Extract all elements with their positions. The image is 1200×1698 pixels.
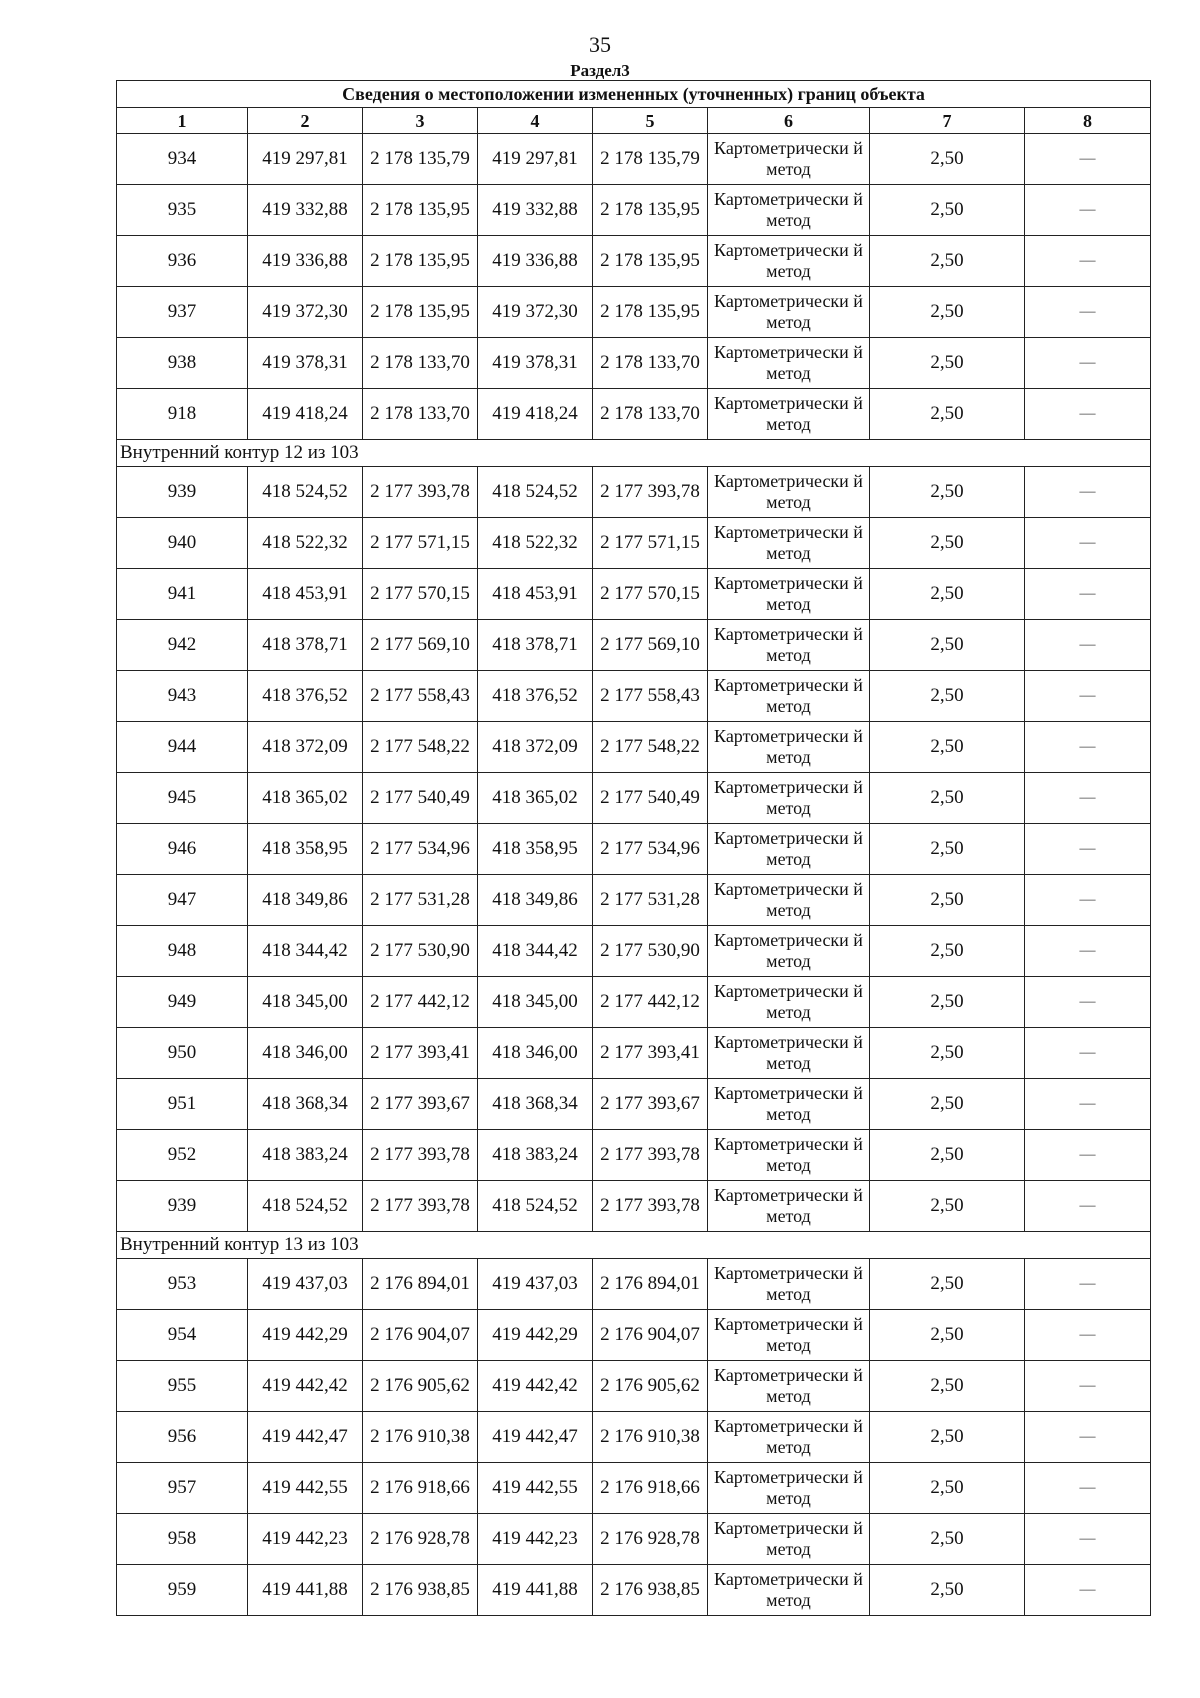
x-coordinate-cell: 418 376,52 [478, 671, 593, 722]
table-row [117, 134, 1151, 185]
y-coordinate-cell: 2 177 393,78 [593, 1181, 708, 1232]
point-number-cell: 949 [117, 977, 248, 1028]
y-coordinate-cell: 2 178 133,70 [363, 389, 478, 440]
table-row [117, 1412, 1151, 1463]
x-coordinate-cell: 419 441,88 [478, 1565, 593, 1616]
column-number: 5 [593, 108, 708, 134]
accuracy-cell: 2,50 [870, 1259, 1025, 1310]
note-cell: — [1025, 1361, 1151, 1412]
section-title: Раздел3 [570, 61, 630, 80]
point-number-cell: 939 [117, 1181, 248, 1232]
note-cell: — [1025, 338, 1151, 389]
table-row [117, 1079, 1151, 1130]
x-coordinate-cell: 418 344,42 [478, 926, 593, 977]
table-row [117, 1514, 1151, 1565]
table-row [117, 467, 1151, 518]
method-cell: Картометрически й метод [708, 620, 870, 671]
x-coordinate-cell: 418 524,52 [248, 467, 363, 518]
method-cell: Картометрически й метод [708, 287, 870, 338]
method-cell: Картометрически й метод [708, 1181, 870, 1232]
y-coordinate-cell: 2 178 135,95 [593, 185, 708, 236]
y-coordinate-cell: 2 177 569,10 [363, 620, 478, 671]
point-number-cell: 953 [117, 1259, 248, 1310]
y-coordinate-cell: 2 177 540,49 [363, 773, 478, 824]
table-body [117, 81, 1151, 1616]
accuracy-cell: 2,50 [870, 1514, 1025, 1565]
column-number: 2 [248, 108, 363, 134]
method-cell: Картометрически й метод [708, 1361, 870, 1412]
accuracy-cell: 2,50 [870, 569, 1025, 620]
x-coordinate-cell: 419 442,29 [248, 1310, 363, 1361]
point-number-cell: 947 [117, 875, 248, 926]
contour-heading-row [117, 440, 1151, 467]
x-coordinate-cell: 419 372,30 [248, 287, 363, 338]
y-coordinate-cell: 2 176 928,78 [593, 1514, 708, 1565]
x-coordinate-cell: 419 418,24 [478, 389, 593, 440]
x-coordinate-cell: 418 378,71 [478, 620, 593, 671]
point-number-cell: 934 [117, 134, 248, 185]
x-coordinate-cell: 419 442,29 [478, 1310, 593, 1361]
method-cell: Картометрически й метод [708, 824, 870, 875]
point-number-cell: 918 [117, 389, 248, 440]
table-row [117, 236, 1151, 287]
method-cell: Картометрически й метод [708, 569, 870, 620]
point-number-cell: 939 [117, 467, 248, 518]
method-cell: Картометрически й метод [708, 134, 870, 185]
column-number: 8 [1025, 108, 1151, 134]
note-cell: — [1025, 1259, 1151, 1310]
y-coordinate-cell: 2 177 393,67 [593, 1079, 708, 1130]
method-cell: Картометрически й метод [708, 1565, 870, 1616]
column-number: 1 [117, 108, 248, 134]
note-cell: — [1025, 134, 1151, 185]
method-cell: Картометрически й метод [708, 467, 870, 518]
y-coordinate-cell: 2 178 135,79 [593, 134, 708, 185]
table-row [117, 1361, 1151, 1412]
y-coordinate-cell: 2 178 133,70 [363, 338, 478, 389]
accuracy-cell: 2,50 [870, 236, 1025, 287]
accuracy-cell: 2,50 [870, 1361, 1025, 1412]
x-coordinate-cell: 418 524,52 [478, 1181, 593, 1232]
point-number-cell: 948 [117, 926, 248, 977]
x-coordinate-cell: 418 344,42 [248, 926, 363, 977]
accuracy-cell: 2,50 [870, 1463, 1025, 1514]
y-coordinate-cell: 2 178 135,95 [363, 236, 478, 287]
accuracy-cell: 2,50 [870, 134, 1025, 185]
table-row [117, 1310, 1151, 1361]
y-coordinate-cell: 2 176 938,85 [363, 1565, 478, 1616]
point-number-cell: 936 [117, 236, 248, 287]
table-row [117, 875, 1151, 926]
point-number-cell: 952 [117, 1130, 248, 1181]
point-number-cell: 938 [117, 338, 248, 389]
x-coordinate-cell: 419 437,03 [248, 1259, 363, 1310]
note-cell: — [1025, 1463, 1151, 1514]
x-coordinate-cell: 419 336,88 [248, 236, 363, 287]
note-cell: — [1025, 287, 1151, 338]
y-coordinate-cell: 2 177 558,43 [363, 671, 478, 722]
x-coordinate-cell: 419 442,47 [248, 1412, 363, 1463]
x-coordinate-cell: 419 332,88 [248, 185, 363, 236]
note-cell: — [1025, 569, 1151, 620]
y-coordinate-cell: 2 178 135,95 [593, 287, 708, 338]
x-coordinate-cell: 418 365,02 [478, 773, 593, 824]
table-row [117, 389, 1151, 440]
y-coordinate-cell: 2 178 135,95 [593, 236, 708, 287]
y-coordinate-cell: 2 178 135,95 [363, 287, 478, 338]
accuracy-cell: 2,50 [870, 1565, 1025, 1616]
x-coordinate-cell: 419 297,81 [478, 134, 593, 185]
note-cell: — [1025, 824, 1151, 875]
accuracy-cell: 2,50 [870, 1028, 1025, 1079]
y-coordinate-cell: 2 177 531,28 [593, 875, 708, 926]
table-row [117, 338, 1151, 389]
table-row [117, 518, 1151, 569]
point-number-cell: 955 [117, 1361, 248, 1412]
y-coordinate-cell: 2 176 928,78 [363, 1514, 478, 1565]
table-row [117, 620, 1151, 671]
accuracy-cell: 2,50 [870, 338, 1025, 389]
method-cell: Картометрически й метод [708, 338, 870, 389]
y-coordinate-cell: 2 177 393,78 [363, 467, 478, 518]
x-coordinate-cell: 418 522,32 [478, 518, 593, 569]
y-coordinate-cell: 2 178 135,95 [363, 185, 478, 236]
y-coordinate-cell: 2 177 558,43 [593, 671, 708, 722]
accuracy-cell: 2,50 [870, 287, 1025, 338]
page-number: 35 [589, 32, 611, 57]
x-coordinate-cell: 418 453,91 [248, 569, 363, 620]
y-coordinate-cell: 2 177 571,15 [593, 518, 708, 569]
x-coordinate-cell: 419 442,55 [478, 1463, 593, 1514]
x-coordinate-cell: 419 297,81 [248, 134, 363, 185]
table-row [117, 1181, 1151, 1232]
accuracy-cell: 2,50 [870, 185, 1025, 236]
point-number-cell: 935 [117, 185, 248, 236]
y-coordinate-cell: 2 177 540,49 [593, 773, 708, 824]
method-cell: Картометрически й метод [708, 1028, 870, 1079]
accuracy-cell: 2,50 [870, 1412, 1025, 1463]
note-cell: — [1025, 773, 1151, 824]
point-number-cell: 950 [117, 1028, 248, 1079]
point-number-cell: 937 [117, 287, 248, 338]
method-cell: Картометрически й метод [708, 671, 870, 722]
table-row [117, 977, 1151, 1028]
point-number-cell: 957 [117, 1463, 248, 1514]
table-row [117, 671, 1151, 722]
method-cell: Картометрически й метод [708, 977, 870, 1028]
y-coordinate-cell: 2 177 530,90 [593, 926, 708, 977]
point-number-cell: 943 [117, 671, 248, 722]
y-coordinate-cell: 2 178 133,70 [593, 338, 708, 389]
point-number-cell: 959 [117, 1565, 248, 1616]
y-coordinate-cell: 2 176 910,38 [593, 1412, 708, 1463]
column-number: 6 [708, 108, 870, 134]
method-cell: Картометрически й метод [708, 773, 870, 824]
table-caption: Сведения о местоположении измененных (уточненных) границ объекта [117, 81, 1151, 108]
table-row [117, 1259, 1151, 1310]
x-coordinate-cell: 418 345,00 [248, 977, 363, 1028]
x-coordinate-cell: 418 368,34 [248, 1079, 363, 1130]
y-coordinate-cell: 2 177 548,22 [593, 722, 708, 773]
table-row [117, 185, 1151, 236]
point-number-cell: 941 [117, 569, 248, 620]
y-coordinate-cell: 2 176 905,62 [593, 1361, 708, 1412]
note-cell: — [1025, 467, 1151, 518]
table-row [117, 569, 1151, 620]
accuracy-cell: 2,50 [870, 1079, 1025, 1130]
point-number-cell: 942 [117, 620, 248, 671]
point-number-cell: 951 [117, 1079, 248, 1130]
x-coordinate-cell: 418 378,71 [248, 620, 363, 671]
x-coordinate-cell: 419 442,23 [478, 1514, 593, 1565]
point-number-cell: 944 [117, 722, 248, 773]
x-coordinate-cell: 419 442,23 [248, 1514, 363, 1565]
x-coordinate-cell: 418 345,00 [478, 977, 593, 1028]
note-cell: — [1025, 389, 1151, 440]
y-coordinate-cell: 2 176 918,66 [363, 1463, 478, 1514]
method-cell: Картометрически й метод [708, 389, 870, 440]
method-cell: Картометрически й метод [708, 185, 870, 236]
table-row [117, 287, 1151, 338]
method-cell: Картометрически й метод [708, 236, 870, 287]
point-number-cell: 946 [117, 824, 248, 875]
y-coordinate-cell: 2 177 393,41 [363, 1028, 478, 1079]
method-cell: Картометрически й метод [708, 875, 870, 926]
note-cell: — [1025, 977, 1151, 1028]
y-coordinate-cell: 2 177 570,15 [363, 569, 478, 620]
point-number-cell: 945 [117, 773, 248, 824]
column-number: 3 [363, 108, 478, 134]
y-coordinate-cell: 2 177 393,78 [593, 1130, 708, 1181]
x-coordinate-cell: 418 358,95 [248, 824, 363, 875]
note-cell: — [1025, 1028, 1151, 1079]
note-cell: — [1025, 1514, 1151, 1565]
x-coordinate-cell: 418 346,00 [478, 1028, 593, 1079]
method-cell: Картометрически й метод [708, 518, 870, 569]
table-row [117, 722, 1151, 773]
y-coordinate-cell: 2 177 534,96 [363, 824, 478, 875]
x-coordinate-cell: 418 368,34 [478, 1079, 593, 1130]
accuracy-cell: 2,50 [870, 467, 1025, 518]
x-coordinate-cell: 418 376,52 [248, 671, 363, 722]
method-cell: Картометрически й метод [708, 1130, 870, 1181]
y-coordinate-cell: 2 177 569,10 [593, 620, 708, 671]
x-coordinate-cell: 418 346,00 [248, 1028, 363, 1079]
note-cell: — [1025, 185, 1151, 236]
x-coordinate-cell: 418 349,86 [248, 875, 363, 926]
y-coordinate-cell: 2 177 393,78 [593, 467, 708, 518]
contour-heading-row [117, 1232, 1151, 1259]
y-coordinate-cell: 2 176 938,85 [593, 1565, 708, 1616]
x-coordinate-cell: 418 372,09 [248, 722, 363, 773]
x-coordinate-cell: 418 349,86 [478, 875, 593, 926]
x-coordinate-cell: 419 441,88 [248, 1565, 363, 1616]
table-row [117, 1565, 1151, 1616]
y-coordinate-cell: 2 176 918,66 [593, 1463, 708, 1514]
method-cell: Картометрически й метод [708, 1079, 870, 1130]
accuracy-cell: 2,50 [870, 977, 1025, 1028]
x-coordinate-cell: 418 524,52 [248, 1181, 363, 1232]
x-coordinate-cell: 419 372,30 [478, 287, 593, 338]
note-cell: — [1025, 1079, 1151, 1130]
y-coordinate-cell: 2 177 393,78 [363, 1181, 478, 1232]
table-row [117, 824, 1151, 875]
method-cell: Картометрически й метод [708, 1259, 870, 1310]
x-coordinate-cell: 418 453,91 [478, 569, 593, 620]
y-coordinate-cell: 2 177 393,41 [593, 1028, 708, 1079]
column-number-row [117, 108, 1151, 134]
y-coordinate-cell: 2 177 442,12 [363, 977, 478, 1028]
y-coordinate-cell: 2 177 442,12 [593, 977, 708, 1028]
x-coordinate-cell: 419 437,03 [478, 1259, 593, 1310]
x-coordinate-cell: 419 442,55 [248, 1463, 363, 1514]
method-cell: Картометрически й метод [708, 1310, 870, 1361]
contour-heading: Внутренний контур 12 из 103 [117, 440, 1151, 467]
x-coordinate-cell: 418 358,95 [478, 824, 593, 875]
y-coordinate-cell: 2 177 530,90 [363, 926, 478, 977]
y-coordinate-cell: 2 177 571,15 [363, 518, 478, 569]
y-coordinate-cell: 2 177 570,15 [593, 569, 708, 620]
accuracy-cell: 2,50 [870, 1181, 1025, 1232]
x-coordinate-cell: 419 442,42 [248, 1361, 363, 1412]
y-coordinate-cell: 2 176 894,01 [363, 1259, 478, 1310]
point-number-cell: 940 [117, 518, 248, 569]
method-cell: Картометрически й метод [708, 1412, 870, 1463]
x-coordinate-cell: 419 442,42 [478, 1361, 593, 1412]
accuracy-cell: 2,50 [870, 926, 1025, 977]
y-coordinate-cell: 2 177 531,28 [363, 875, 478, 926]
x-coordinate-cell: 419 378,31 [248, 338, 363, 389]
x-coordinate-cell: 419 378,31 [478, 338, 593, 389]
note-cell: — [1025, 671, 1151, 722]
x-coordinate-cell: 418 372,09 [478, 722, 593, 773]
contour-heading: Внутренний контур 13 из 103 [117, 1232, 1151, 1259]
x-coordinate-cell: 418 522,32 [248, 518, 363, 569]
table-row [117, 926, 1151, 977]
method-cell: Картометрически й метод [708, 926, 870, 977]
note-cell: — [1025, 722, 1151, 773]
accuracy-cell: 2,50 [870, 620, 1025, 671]
x-coordinate-cell: 418 524,52 [478, 467, 593, 518]
note-cell: — [1025, 620, 1151, 671]
table-caption-row [117, 81, 1151, 108]
table-row [117, 1130, 1151, 1181]
accuracy-cell: 2,50 [870, 875, 1025, 926]
x-coordinate-cell: 419 418,24 [248, 389, 363, 440]
point-number-cell: 956 [117, 1412, 248, 1463]
point-number-cell: 958 [117, 1514, 248, 1565]
y-coordinate-cell: 2 177 534,96 [593, 824, 708, 875]
accuracy-cell: 2,50 [870, 389, 1025, 440]
y-coordinate-cell: 2 177 393,78 [363, 1130, 478, 1181]
accuracy-cell: 2,50 [870, 518, 1025, 569]
boundary-coordinates-table [116, 80, 1151, 1616]
note-cell: — [1025, 1181, 1151, 1232]
accuracy-cell: 2,50 [870, 773, 1025, 824]
y-coordinate-cell: 2 176 904,07 [363, 1310, 478, 1361]
note-cell: — [1025, 236, 1151, 287]
accuracy-cell: 2,50 [870, 1310, 1025, 1361]
y-coordinate-cell: 2 177 548,22 [363, 722, 478, 773]
note-cell: — [1025, 1310, 1151, 1361]
table-row [117, 1463, 1151, 1514]
accuracy-cell: 2,50 [870, 824, 1025, 875]
point-number-cell: 954 [117, 1310, 248, 1361]
note-cell: — [1025, 926, 1151, 977]
y-coordinate-cell: 2 176 904,07 [593, 1310, 708, 1361]
y-coordinate-cell: 2 176 905,62 [363, 1361, 478, 1412]
y-coordinate-cell: 2 177 393,67 [363, 1079, 478, 1130]
note-cell: — [1025, 1565, 1151, 1616]
accuracy-cell: 2,50 [870, 722, 1025, 773]
x-coordinate-cell: 418 383,24 [478, 1130, 593, 1181]
y-coordinate-cell: 2 176 910,38 [363, 1412, 478, 1463]
x-coordinate-cell: 419 442,47 [478, 1412, 593, 1463]
method-cell: Картометрически й метод [708, 1514, 870, 1565]
accuracy-cell: 2,50 [870, 671, 1025, 722]
x-coordinate-cell: 418 365,02 [248, 773, 363, 824]
y-coordinate-cell: 2 176 894,01 [593, 1259, 708, 1310]
column-number: 4 [478, 108, 593, 134]
column-number: 7 [870, 108, 1025, 134]
method-cell: Картометрически й метод [708, 722, 870, 773]
y-coordinate-cell: 2 178 133,70 [593, 389, 708, 440]
note-cell: — [1025, 1412, 1151, 1463]
x-coordinate-cell: 418 383,24 [248, 1130, 363, 1181]
method-cell: Картометрически й метод [708, 1463, 870, 1514]
accuracy-cell: 2,50 [870, 1130, 1025, 1181]
y-coordinate-cell: 2 178 135,79 [363, 134, 478, 185]
x-coordinate-cell: 419 336,88 [478, 236, 593, 287]
x-coordinate-cell: 419 332,88 [478, 185, 593, 236]
note-cell: — [1025, 875, 1151, 926]
note-cell: — [1025, 1130, 1151, 1181]
note-cell: — [1025, 518, 1151, 569]
table-row [117, 773, 1151, 824]
table-row [117, 1028, 1151, 1079]
